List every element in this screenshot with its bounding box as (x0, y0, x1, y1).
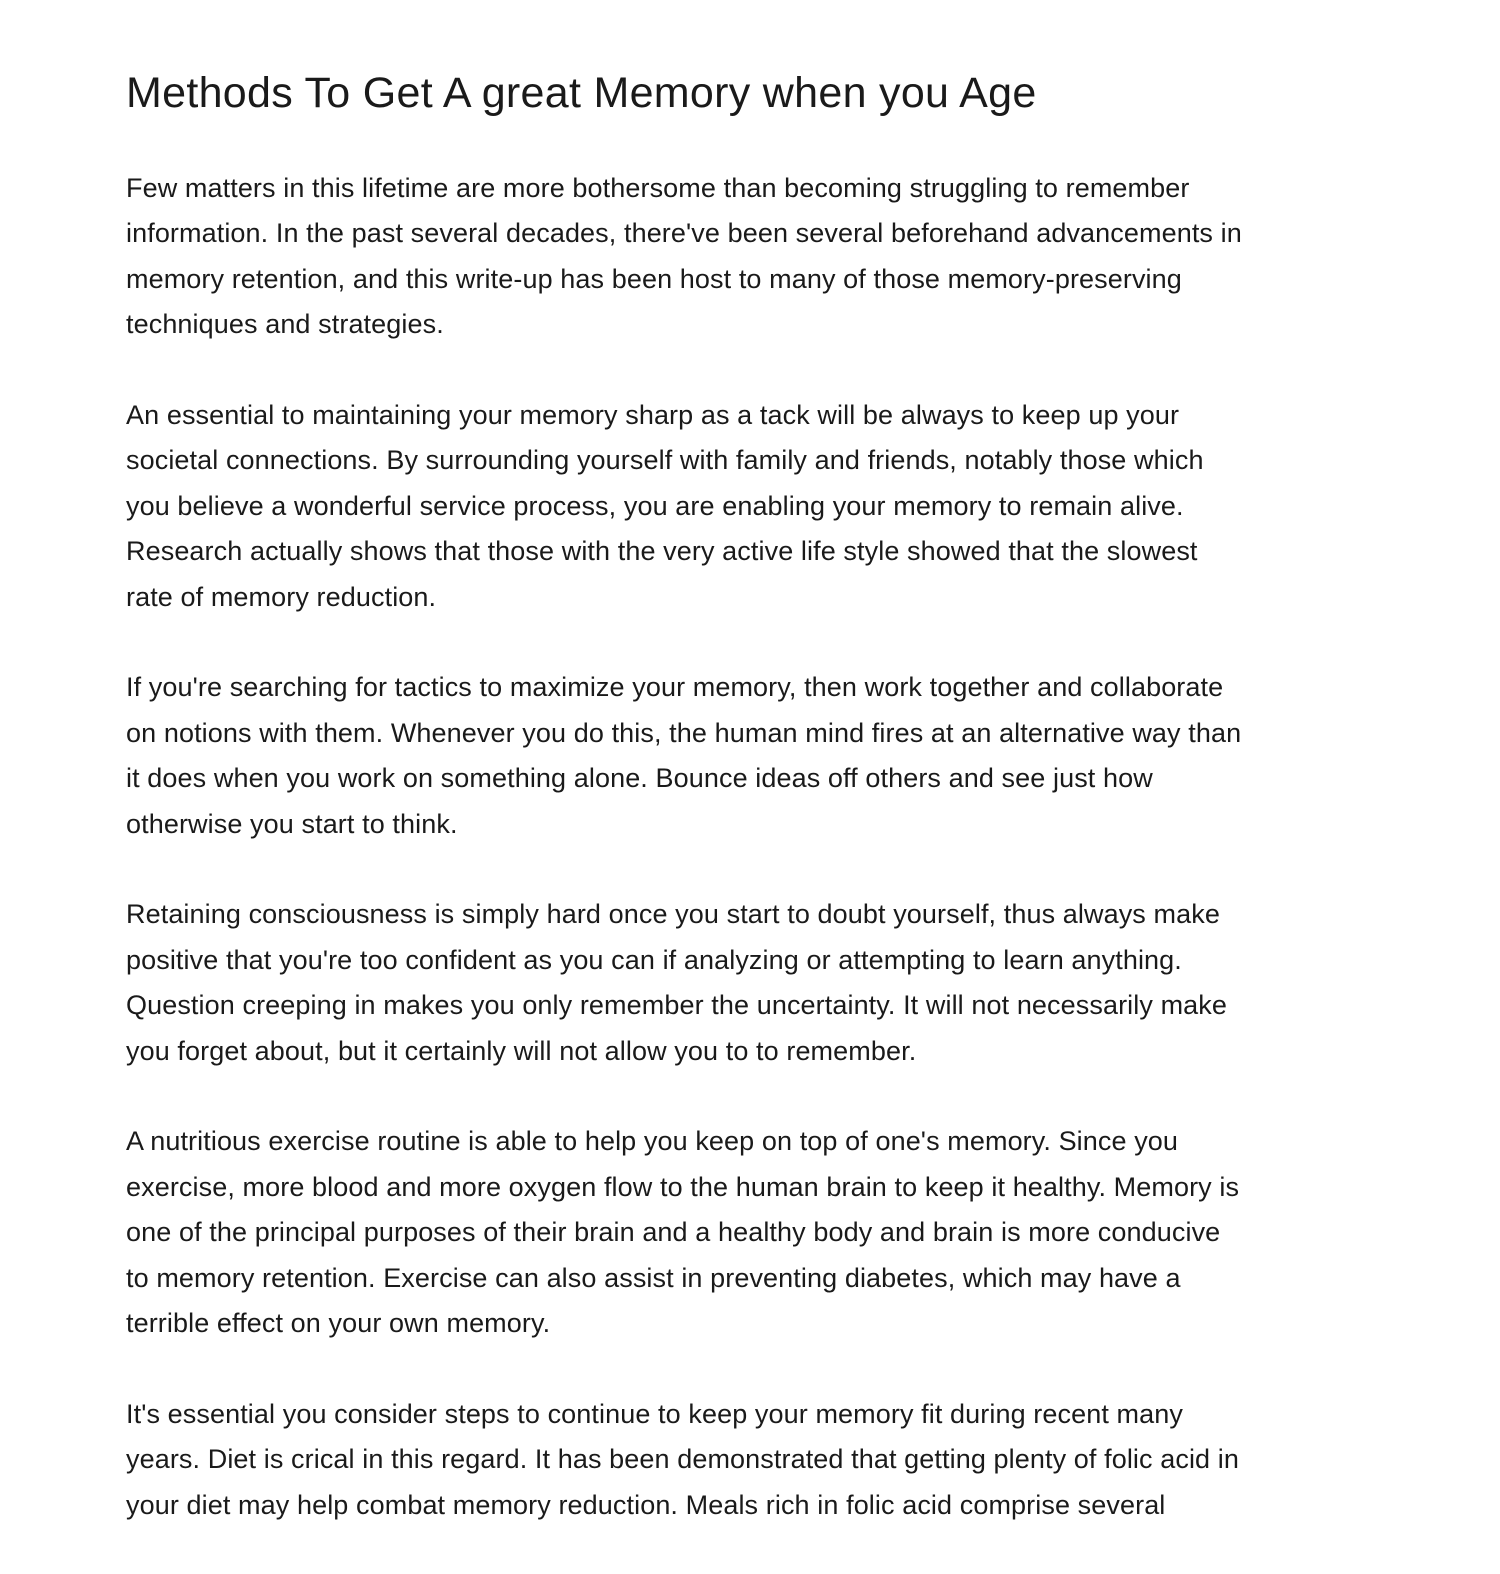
text-line: your diet may help combat memory reduction. Meals rich in folic acid comprise several (126, 1489, 1166, 1520)
text-line: terrible effect on your own memory. (126, 1308, 551, 1339)
paragraph (126, 892, 1426, 1074)
paragraph (126, 1119, 1426, 1346)
text-line: memory retention, and this write-up has been host to many of those memory-preserving (126, 263, 1182, 294)
text-line: it does when you work on something alone. Bounce ideas off others and see just how (126, 763, 1153, 794)
text-line: techniques and strategies. (126, 309, 444, 340)
text-line: Retaining consciousness is simply hard once you start to doubt yourself, thus always make (126, 899, 1220, 930)
text-line: Research actually shows that those with the very active life style showed that the slowest (126, 536, 1198, 567)
text-line: on notions with them. Whenever you do this, the human mind fires at an alternative way than (126, 717, 1242, 748)
text-line: information. In the past several decades, there've been several beforehand advancements in (126, 218, 1242, 249)
document-title: Methods To Get A great Memory when you Age (126, 69, 1037, 117)
paragraph (126, 665, 1426, 847)
text-line: years. Diet is crical in this regard. It has been demonstrated that getting plenty of folic acid in (126, 1444, 1239, 1475)
document-body (126, 166, 1426, 1574)
text-line: rate of memory reduction. (126, 581, 437, 612)
text-line: Question creeping in makes you only remember the uncertainty. It will not necessarily make (126, 990, 1227, 1021)
text-line: to memory retention. Exercise can also assist in preventing diabetes, which may have a (126, 1262, 1181, 1293)
text-line: one of the principal purposes of their brain and a healthy body and brain is more conducive (126, 1217, 1221, 1248)
paragraph (126, 393, 1426, 620)
paragraph (126, 166, 1426, 348)
text-line: otherwise you start to think. (126, 808, 458, 839)
text-line: you believe a wonderful service process, you are enabling your memory to remain alive. (126, 490, 1184, 521)
paragraph (126, 1392, 1426, 1528)
text-line: A nutritious exercise routine is able to help you keep on top of one's memory. Since you (126, 1126, 1179, 1157)
text-line: It's essential you consider steps to continue to keep your memory fit during recent many (126, 1398, 1183, 1429)
text-line: exercise, more blood and more oxygen flow to the human brain to keep it healthy. Memory is (126, 1171, 1240, 1202)
text-line: societal connections. By surrounding yourself with family and friends, notably those which (126, 445, 1204, 476)
text-line: An essential to maintaining your memory sharp as a tack will be always to keep up your (126, 400, 1180, 431)
text-line: positive that you're too confident as you can if analyzing or attempting to learn anything. (126, 944, 1182, 975)
text-line: you forget about, but it certainly will not allow you to to remember. (126, 1035, 917, 1066)
text-line: If you're searching for tactics to maximize your memory, then work together and collaborate (126, 672, 1224, 703)
text-line: Few matters in this lifetime are more bothersome than becoming struggling to remember (126, 173, 1190, 203)
